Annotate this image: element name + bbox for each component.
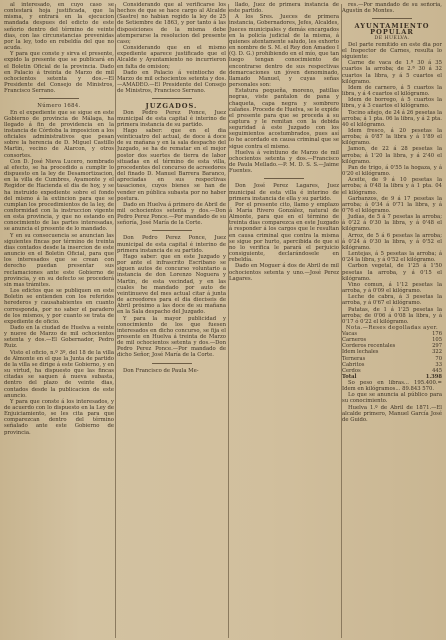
paragraph: llado, Juez de primera instancia de este partido. (229, 2, 339, 15)
price-entry: Carbon vegetal, de 1'25 á 1'50 pesetas la arroba, y á 0'15 el kilógramo. (342, 263, 442, 282)
paragraph: Hago saber: que en este Juzgado y por ante el infrascrito Escribano se siguen autos de concurso voluntario a instancia de don Lorenzo Noguera y Martin, de esta vecindad, y en las cuales he mandado por auto de veintinueve del mes actual citar á junta de acreedores para el dia dieciseis de Abril próximo a las doce de su mañana en la Sala despacho del Juzgado. (117, 253, 226, 316)
price-entry: Judías, de 5 á 7 pesetas la arroba; á 0'22 á 0'30 la libra, y á 0'48 el kilógramo. (342, 214, 442, 233)
paragraph: Estatura pequeña, moreno, patillas negras, viste pantalon de pana y chaqueta, capa negra y sombrero calañes. Procede de Huelva, se le expide el presente para que se proceda á su captura y le remitan con la debida seguridad á este Juzgado con los seguimientos acostumbrados, pues así lo he acordado en causa criminal que se sigue contra el mismo. (229, 88, 339, 150)
paragraph: Dado en Huelva á primero de Abril de mil ochocientos setenta y dos.—Don Pedro Perez Ponce.—Por mandado de su señoría, José María de la Corte. (117, 201, 226, 227)
section-divider (152, 98, 192, 99)
section-heading-juzgados: JUZGADOS. (145, 102, 198, 111)
paragraph: Dado en Moguer á dos de Abril de mil ochocientos setenta y uno.—José Perez Lagares. (229, 263, 339, 282)
price-entry: Lentejas, á 5 pesetas la arroba; á 0'24 la libra, y á 0'52 el kilógramo. (342, 251, 442, 264)
paragraph: A los Sres. Jueces de primera instancia, Gobernadores, Jefes, Alcaldes, Jueces municipales y demás encargados en la policía judicial de la misma, á quienes atentamente saludo, les exhorto en nombre de S. M. el Rey don Amadeo I (Q. D. G.) prohibiendo en el mío, que tan luego tengan conocimiento de encontrarse dentro de sus respectivas demarcaciones un jóven denominado, llamado Manuel, y cuyas señas personales son: (229, 14, 339, 89)
paragraph: Considerando que al verificarse los hechos de que se hace cargo al Alcalde (Sastre) no habian regido la ley de 25 de Setiembre de 1863, y por tanto á las disposiciones de la misma debe atemperarse la resolucion del presente caso; (117, 2, 226, 45)
paragraph: al interesado, en cuyo caso se contestará hoja justificada, que la misma, y entrará en la ejecucion mandada despues del edicto de este señorio dentro del término de veinte dias, con las circunstancias prevenidas por la ley, todo en rebeldía del que no acuda. (4, 2, 114, 52)
row-label: Carneros (342, 337, 367, 344)
row-value: 297 (432, 343, 442, 350)
row-value: 445 (432, 367, 442, 374)
paragraph: Y para que conste y sirva el presente, expido la presente que se publicará en el Boletin Oficial de la provincia. Dado en Palacio á treinta de Marzo de mil ochocientos setenta y dos.—El Presidente del Consejo de Ministros, Francisco Serrano. (4, 51, 114, 95)
row-value: 322 (432, 349, 442, 356)
row-label: Corderos recentales (342, 343, 396, 350)
paragraph: Lo que se anuncia al público para su conocimiento. (342, 392, 442, 405)
price-entry: Arroz, de 5 á 6 pesetas la arroba; á 0'24 á 0'30 la libra, y á 0'52 el kilógramo. (342, 232, 442, 251)
paragraph: Huelva á veintiuno de Marzo de mil ochocientos setenta y dos.—Francisco de Paula Mellado.—P. M. D. S. S.—Jaime Fuentes. (229, 149, 339, 175)
section-subheading: DE HUELVA. (374, 35, 410, 41)
paragraph: Huelva 1.º de Abril de 1871.—El alcalde primero, Manuel García José de Guido. (342, 404, 442, 423)
paragraph: Dado en Palacio á veintiocho de Marzo de mil ochocientos setenta y dos.—AMADEO.—El Presidente del Consejo de Ministros, Francisco Serrano. (117, 69, 226, 95)
column-divider (115, 4, 116, 638)
paragraph: Visto el oficio, n.º 3º, del 18 de la villa de Almonte en el que la Junta de partido de la villa se dirige á este Gobierno, y en su virtud, ha dispuesto que las fincas citadas se saquen á nueva subasta, dentro del plazo de veinte dias, contados desde la publicacion de este anuncio. (4, 349, 114, 399)
total-value: 1.398 (425, 373, 442, 380)
row-value: 33 (435, 361, 442, 368)
paragraph: Y para que conste á los interesados, y de acuerdo con lo dispuesto en la Ley de Enjuiciamiento, se les cita para que comparezcan dentro del término señalado ante este Gobierno de provincia. (4, 398, 114, 436)
price-entry: Aceite, de 9 á 10 pesetas la arroba; á 0'48 la libra y á 1 pta. 04 el kilógramo. (342, 177, 442, 196)
row-value: 176 (432, 331, 442, 338)
row-label: Cerdos (342, 367, 361, 374)
paragraph: Don Francisco de Paula Me- (123, 367, 199, 374)
row-label: Cabritos (342, 361, 365, 368)
paragraph: Don José Perez Lagares, Juez municipal de esta villa é interino de primera instancia de ella y su partido. (229, 183, 339, 202)
row-label: Terneras (342, 355, 366, 362)
price-entry: Tocino añejo, de 24 á 26 pesetas la arroba; á 1 pta. 06 la libra, y á 2 pta. 40 el kilógramo. (342, 109, 442, 128)
paragraph: Los edictos que se publiquen en este Boletin se entienden con los referidos herederos y causahabientes en cuanto corresponda, por no saber el paradero de los mismos, y por cuanto se trata de expediente de oficio. (4, 288, 114, 325)
section-divider (39, 98, 79, 99)
paragraph: Considerando que en el mismo expediente aparece justificado que el Alcalde y Ayuntamiento no incurrieron en falta de omision; (117, 45, 226, 70)
paragraph: En el expediente que se sigue en este Gobierno de provincia de Málaga, ha llegado á fin de providencia en la instancia de Córdoba la imposicion a los oficiales administrativos que pesan sobre la herencia de D. Miguel Castillo Martin, vecino de Alarcon, y otros consortes. (4, 109, 114, 159)
paragraph: Hago saber: que en el dia veinticuatro del actual, de doce á doce de su mañana y en la sala despacho del Juzgado, se ha de rematar en el mejor postor dos suertes de tierra de labor situadas en el término de esta villa, procedentes del concurso de acreedores del finado D. Manuel Barrera Baranco, apreciadas en sus respectivas tasaciones, cuyos bienes se han de vender en pública subasta por no haber postura. (117, 127, 226, 202)
paragraph: res.—Por mandado de su señoria, Agustín de Montes. (342, 2, 442, 15)
price-entry: Vino comun, á 1'12 pesetas la arroba, y á 0'09 el kilógramo. (342, 281, 442, 295)
paragraph: So peso en libras... 195.400.= Idem en kilógramos... 89.843 570. (342, 379, 442, 393)
section-heading-ayuntamiento: AYUNTAMIENTO POPULAR (354, 22, 430, 37)
notice-number: Número 1684. (37, 103, 81, 110)
price-entry: Patatas, de 1 á 1'25 pesetas la arroba; de 0'06 á 0'08 la libra, y á 0'17 ó 0'22 el kilógramo. (342, 306, 442, 325)
paragraph: Don Pedro Perez Ponce, Juez municipal de esta capital é interino de primera instancia de su partido. (117, 109, 226, 128)
row-value: 70 (435, 355, 442, 362)
price-entry: Pan de trigo, á 0'55 la hogaza, y á 0'20 el kilógramo. (342, 164, 442, 178)
column-3 (229, 2, 339, 640)
paragraph: Del parte remitido en este dia por el Inspector de Carnes, resulta lo siguiente: (342, 41, 442, 61)
reses-title: Nota.—Reses degolladas ayer. (345, 324, 439, 331)
section-divider (264, 178, 304, 179)
price-entry: Leche de cabra, á 3 pesetas la arroba, y á 0'67 el kilógramo. (342, 294, 442, 307)
column-1 (4, 2, 114, 640)
paragraph: Con D. José Nieva Lucero, nombrado al efecto, se ha procedido a cumplir lo dispuesto en la ley de Desamortizacion, en la villa de Cumbres, Ayamonte y el Regidor de Hacienda el dia de hoy, y se ha instruido expediente sobre el fondo del mismo á la extincion para que se cumplan los procedimientos de la ley, de conformidad con la instruccion vigente en esta provincia, y que no estando en conocimiento de las partes interesadas, se anuncia el presente de lo mandado. (4, 158, 114, 233)
section-divider (152, 363, 192, 364)
paragraph: Por el presente cito, llamo y emplazo á María Rivero González, natural de Almonte, para que en el término de treinta dias comparezca en este Juzgado á responder á los cargos que le resultan en causa criminal que contra la misma se sigue por hurto, apercibida de que si no lo verifica le parará el perjuicio consiguiente, declarándosele en rebeldía. (229, 201, 339, 264)
price-entry: Garbanzos, de 9 á 17 pesetas la arroba; á 0'34 á 0'71 la libra, y á 0'76 el kilógramo. (342, 195, 442, 214)
column-2 (117, 2, 226, 640)
section-divider (372, 18, 412, 19)
total-label: Total (342, 373, 357, 380)
paragraph: Don Pedro Perez Ponce, Juez municipal de esta capital é interino de primera instancia de su partido. (117, 235, 226, 254)
price-entry: Carne de vaca de 1.ª 30 á 35 cuartos la arroba; de 2.ª 30 á 32 cuartos la libra, y á 5 cuartos el kilógramo. (342, 60, 442, 85)
paragraph: Y para la mayor publicidad y conocimiento de los que fuesen interesados en dicho concurso, se fija el presente en Huelva á treinta de Marzo de mil ochocientos setenta y dos.—Don Pedro Perez Ponce.—Por mandado de dicho Señor, José María de la Corte. (117, 315, 226, 359)
section-divider (152, 230, 192, 231)
livestock-table (342, 331, 442, 380)
paragraph: Dado en la ciudad de Huelva a veinte y nueve de Marzo de mil ochocientos setenta y dos.—El Gobernador, Pedro Ruiz. (4, 324, 114, 350)
price-entry: Idem de carnero, á 5 cuartos la libra, y á 4 cuartos el kilógramo. (342, 84, 442, 98)
row-label: Idem lechales (342, 349, 379, 356)
price-entry: Idem de borrego, á 5 cuartos la libra, y á 3 cuartos el kilógramo. (342, 97, 442, 110)
row-label: Vacas (342, 331, 358, 338)
price-entry: Jamon, de 22 á 28 pesetas la arroba; á 1'20 la libra, y á 2'40 el kilógramo. (342, 146, 442, 165)
row-value: 105 (432, 337, 442, 344)
price-entry: Idem fresco, á 20 pesetas la arroba; á 0'87 la libra y á 1'89 el kilógramo. (342, 127, 442, 147)
column-4 (342, 2, 442, 640)
paragraph: Y en su consecuencia se anuncian las siguientes fincas por término de treinta dias contados desde la insercion de este anuncio en el Boletin Oficial, para que los interesados que se crean con derecho puedan presentar sus reclamaciones ante este Gobierno de provincia, y en su defecto se procederá sin mas trámites. (4, 232, 114, 288)
